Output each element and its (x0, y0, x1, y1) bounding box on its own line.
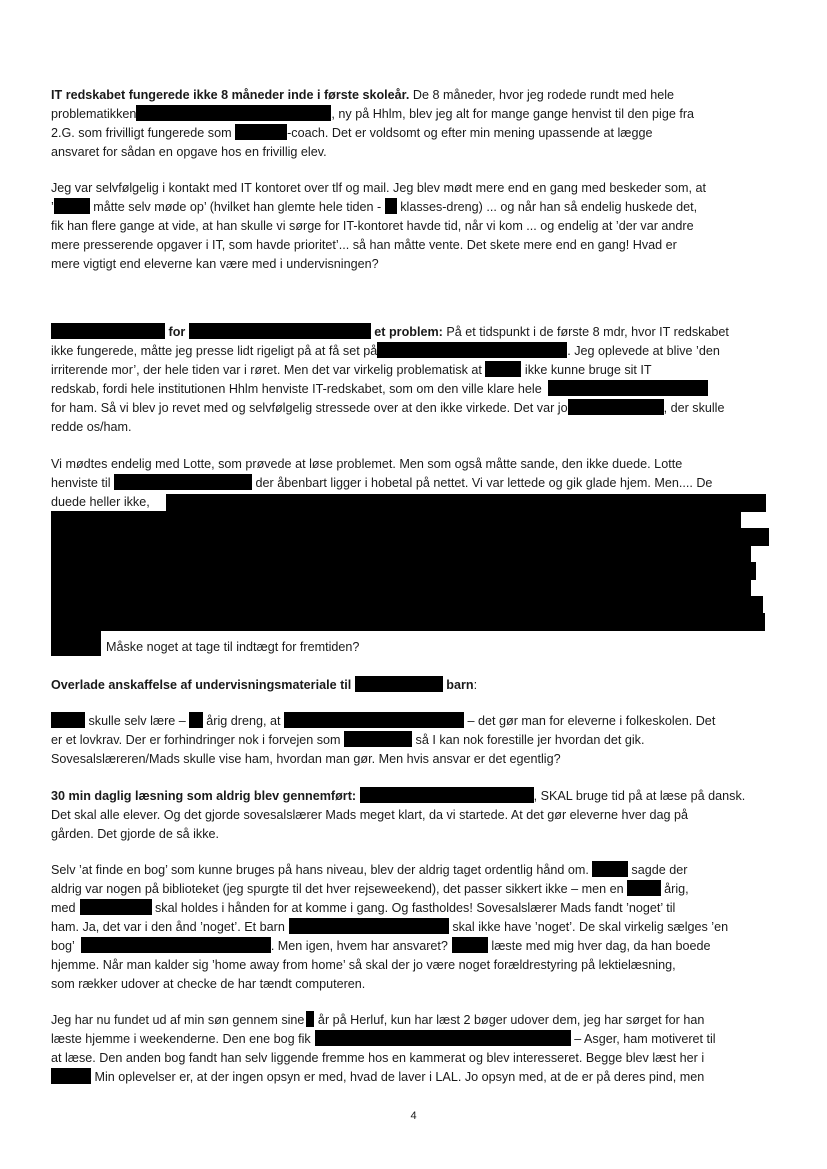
line-text: barn (442, 678, 474, 692)
line-text: -coach. Det er voldsomt og efter min mening upassende at lægge (287, 126, 653, 140)
text-line (51, 825, 219, 843)
line-text: for ham. Så vi blev jo revet med og selvfølgelig stressede over at den ikke virkede. Det var jo (51, 401, 568, 415)
redaction-box (189, 323, 371, 339)
line-text: årig dreng, at (202, 714, 281, 728)
line-text: mere presserende opgaver i IT, som havde prioritet’... så han måtte vente. Det skete mere end en gang! Hvad er (51, 238, 677, 252)
redaction-box (548, 380, 708, 396)
redaction-block (51, 630, 101, 656)
line-text: er et lovkrav. Der er forhindringer nok i forvejen som (51, 733, 341, 747)
text-line (51, 418, 132, 436)
line-text: ham. Ja, det var i den ånd ’noget’. Et barn (51, 920, 285, 934)
redaction-box (51, 712, 85, 728)
line-text: skal ikke have ’noget’. De skal virkelig sælges ’en (448, 920, 729, 934)
text-line (51, 731, 644, 749)
redaction-box (385, 198, 397, 214)
redaction-box (51, 1068, 91, 1084)
text-line (51, 918, 728, 936)
redaction-box (315, 1030, 571, 1046)
line-text: mere vigtigt end eleverne kan være med i undervisningen? (51, 257, 379, 271)
line-text: duede heller ikke, (51, 495, 150, 509)
line-text: år på Herluf, kun har læst 2 bøger udover dem, jeg har sørget for han (314, 1013, 705, 1027)
text-line (51, 975, 365, 993)
line-text: . Men igen, hvem har ansvaret? (270, 939, 448, 953)
text-line (51, 255, 379, 273)
redaction-box (235, 124, 287, 140)
text-line (51, 861, 687, 879)
line-text: redskab, fordi hele institutionen Hhlm henviste IT-redskabet, som om den ville klare hele (51, 382, 542, 396)
line-text: bog’ (51, 939, 75, 953)
line-text: Vi mødtes endelig med Lotte, som prøvede at løse problemet. Men som også måtte sande, den ikke duede. Lotte (51, 457, 683, 471)
line-text: at læse. Den anden bog fandt han selv liggende fremme hos en kammerat og blev interesseret. Begge blev læst her i (51, 1051, 705, 1065)
text-line (51, 474, 712, 492)
text-line (51, 712, 715, 730)
redaction-box (54, 198, 90, 214)
text-line (106, 638, 359, 656)
redaction-block (51, 562, 756, 580)
line-text: irriterende mor’, der hele tiden var i røret. Men det var virkelig problematisk at (51, 363, 482, 377)
line-text: Overlade anskaffelse af undervisningsmateriale til (51, 678, 352, 692)
line-text: De 8 måneder, hvor jeg rodede rundt med hele (409, 88, 675, 102)
text-line (51, 399, 724, 417)
text-line (51, 880, 689, 898)
line-text: der åbenbart ligger i hobetal på nettet. Vi var lettede og gik glade hjem. Men.... De (255, 476, 713, 490)
redaction-box (80, 899, 152, 915)
text-line (51, 198, 697, 216)
text-line (51, 105, 694, 123)
redaction-box (627, 880, 661, 896)
line-text: gården. Det gjorde de så ikke. (51, 827, 220, 841)
text-line (51, 455, 682, 473)
redaction-box (289, 918, 449, 934)
line-text: måtte selv møde op’ (hvilket han glemte hele tiden - (89, 200, 385, 214)
text-line (51, 937, 711, 955)
line-text: så I kan nok forestille jer hvordan det gik. (415, 733, 645, 747)
text-line (51, 342, 720, 360)
page-number: 4 (410, 1110, 417, 1122)
text-line (51, 806, 688, 824)
line-text: Sovesalslæreren/Mads skulle vise ham, hvordan man gør. Men hvis ansvar er det egentlig? (51, 752, 561, 766)
text-line (51, 217, 694, 235)
redaction-box (81, 937, 271, 953)
line-text: skulle selv lære – (88, 714, 186, 728)
line-text: – Asger, ham motiveret til (570, 1032, 716, 1046)
line-text: redde os/ham. (51, 420, 132, 434)
line-text: Selv ’at finde en bog’ som kunne bruges på hans niveau, blev der aldrig taget ordentlig hånd om. (51, 863, 589, 877)
text-line (51, 787, 745, 805)
line-text: ikke kunne bruge sit IT (524, 363, 652, 377)
line-text: Min oplevelser er, at der ingen opsyn er med, hvad de laver i LAL. Jo opsyn med, at de er på deres pind, men (91, 1070, 705, 1084)
redaction-box (284, 712, 464, 728)
text-line (51, 750, 561, 768)
line-text: hjemme. Når man kalder sig ’home away from home’ så skal der jo være noget forældrestyring på lektielæsning, (51, 958, 676, 972)
redaction-block (51, 613, 765, 631)
line-text: klasses-dreng) ... og når han så endelig huskede det, (396, 200, 698, 214)
text-line (51, 956, 676, 974)
redaction-box (592, 861, 628, 877)
line-text: Jeg var selvfølgelig i kontakt med IT kontoret over tlf og mail. Jeg blev mødt mere end en gang med beskeder som, at (51, 181, 706, 195)
line-text: – det gør man for eleverne i folkeskolen. Det (464, 714, 716, 728)
redaction-box (136, 105, 331, 121)
text-line (51, 380, 708, 398)
line-text: aldrig var nogen på biblioteket (jeg spurgte til det hver rejseweekend), det passer sikkert ikke – men en (51, 882, 624, 896)
line-text: læste med mig hver dag, da han boede (487, 939, 711, 953)
line-text: årig, (660, 882, 689, 896)
text-line (51, 143, 327, 161)
line-text: : (473, 678, 478, 692)
line-text: Jeg har nu fundet ud af min søn gennem sine (51, 1013, 305, 1027)
redaction-box (51, 323, 165, 339)
redaction-block (51, 528, 769, 546)
redaction-block (51, 596, 763, 614)
line-text: 30 min daglig læsning som aldrig blev gennemført: (51, 789, 357, 803)
text-line (51, 899, 675, 917)
text-line (51, 179, 706, 197)
line-text: , der skulle (663, 401, 725, 415)
text-line (51, 323, 729, 341)
redaction-box (114, 474, 252, 490)
redaction-box (568, 399, 664, 415)
redaction-block (51, 545, 751, 563)
redaction-box (360, 787, 534, 803)
text-line (51, 86, 674, 104)
line-text: som rækker udover at checke de har tændt computeren. (51, 977, 366, 991)
line-text: Måske noget at tage til indtægt for fremtiden? (106, 640, 360, 654)
redaction-box (189, 712, 203, 728)
redaction-block (166, 494, 766, 512)
line-text: ansvaret for sådan en opgave hos en frivillig elev. (51, 145, 327, 159)
bold-lead: IT redskabet fungerede ikke 8 måneder inde i første skoleår. (51, 88, 410, 102)
line-text: med (51, 901, 76, 915)
line-text: skal holdes i hånden for at komme i gang. Og fastholdes! Sovesalslærer Mads fandt ’noget’ til (151, 901, 676, 915)
redaction-block (51, 511, 741, 529)
line-text: På et tidspunkt i de første 8 mdr, hvor IT redskabet (442, 325, 729, 339)
text-line (51, 1068, 704, 1086)
redaction-box (344, 731, 412, 747)
text-line (51, 1030, 716, 1048)
line-text: 2.G. som frivilligt fungerede som (51, 126, 236, 140)
text-line (51, 124, 653, 142)
line-text: læste hjemme i weekenderne. Den ene bog fik (51, 1032, 311, 1046)
text-line (51, 236, 677, 254)
line-text: , SKAL bruge tid på at læse på dansk. (533, 789, 746, 803)
text-line (51, 1011, 704, 1029)
line-text: problematikken (51, 107, 137, 121)
redaction-box (485, 361, 521, 377)
line-text: for (168, 325, 186, 339)
redaction-box (355, 676, 443, 692)
section-heading (51, 676, 477, 694)
line-text: , ny på Hhlm, blev jeg alt for mange gange henvist til den pige fra (331, 107, 695, 121)
line-text: henviste til (51, 476, 111, 490)
redaction-box (452, 937, 488, 953)
line-text: et problem: (374, 325, 443, 339)
line-text: sagde der (627, 863, 688, 877)
line-text: . Jeg oplevede at blive ’den (567, 344, 720, 358)
line-text: ’ (51, 200, 54, 214)
text-line (51, 361, 652, 379)
line-text: fik han flere gange at vide, at han skulle vi sørge for IT-kontoret havde tid, når vi kom ... og endelig at ’der var andre (51, 219, 694, 233)
redaction-box (377, 342, 567, 358)
text-line (51, 1049, 704, 1067)
text-line (51, 493, 150, 511)
line-text: ikke fungerede, måtte jeg presse lidt rigeligt på at få set på (51, 344, 378, 358)
line-text: Det skal alle elever. Og det gjorde sovesalslærer Mads meget klart, da vi startede. At det gør eleverne hver dag på (51, 808, 689, 822)
redaction-block (51, 579, 751, 597)
